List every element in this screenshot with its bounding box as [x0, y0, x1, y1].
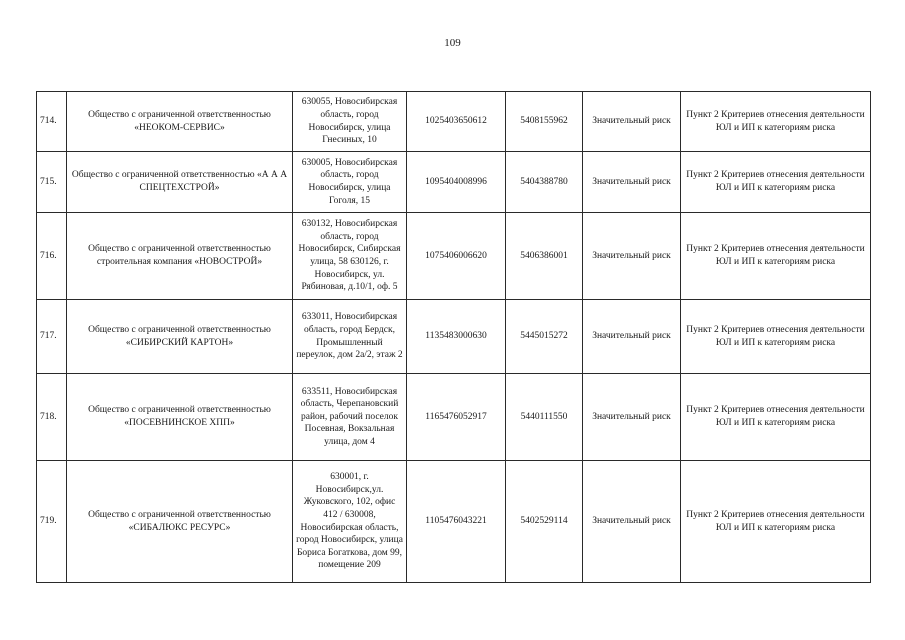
risk-category: Значительный риск: [583, 374, 681, 461]
inn-value: 5445015272: [506, 300, 583, 374]
ogrn-value: 1025403650612: [407, 92, 506, 152]
page-number: 109: [444, 37, 461, 49]
ogrn-value: 1105476043221: [407, 461, 506, 583]
table-row: [37, 461, 871, 583]
table-row: [37, 213, 871, 300]
table-row: [37, 152, 871, 213]
organization-address: 633011, Новосибирская область, город Бердск, Промышленный переулок, дом 2а/2, этаж 2: [293, 300, 407, 374]
risk-category: Значительный риск: [583, 92, 681, 152]
inn-value: 5408155962: [506, 92, 583, 152]
organization-address: 630001, г. Новосибирск,ул. Жуковского, 102, офис 412 / 630008, Новосибирская область, город Новосибирск, улица Бориса Богаткова, дом 99, помещение 209: [293, 461, 407, 583]
inn-value: 5404388780: [506, 152, 583, 213]
organization-name: Общество с ограниченной ответственностью строительная компания «НОВОСТРОЙ»: [67, 213, 293, 300]
risk-criterion: Пункт 2 Критериев отнесения деятельности ЮЛ и ИП к категориям риска: [681, 152, 871, 213]
risk-criterion: Пункт 2 Критериев отнесения деятельности ЮЛ и ИП к категориям риска: [681, 92, 871, 152]
organization-address: 630055, Новосибирская область, город Новосибирск, улица Гнесиных, 10: [293, 92, 407, 152]
risk-category: Значительный риск: [583, 213, 681, 300]
row-number: 715.: [37, 152, 67, 213]
risk-category: Значительный риск: [583, 461, 681, 583]
organization-name: Общество с ограниченной ответственностью «СИБИРСКИЙ КАРТОН»: [67, 300, 293, 374]
organization-name: Общество с ограниченной ответственностью «А А А СПЕЦТЕХСТРОЙ»: [67, 152, 293, 213]
inn-value: 5440111550: [506, 374, 583, 461]
organization-address: 630132, Новосибирская область, город Новосибирск, Сибирская улица, 58 630126, г. Новосибирск, ул. Рябиновая, д.10/1, оф. 5: [293, 213, 407, 300]
inn-value: 5406386001: [506, 213, 583, 300]
registry-table: [36, 91, 871, 583]
risk-criterion: Пункт 2 Критериев отнесения деятельности ЮЛ и ИП к категориям риска: [681, 461, 871, 583]
ogrn-value: 1165476052917: [407, 374, 506, 461]
risk-criterion: Пункт 2 Критериев отнесения деятельности ЮЛ и ИП к категориям риска: [681, 213, 871, 300]
row-number: 719.: [37, 461, 67, 583]
row-number: 717.: [37, 300, 67, 374]
row-number: 714.: [37, 92, 67, 152]
risk-category: Значительный риск: [583, 300, 681, 374]
table-row: [37, 300, 871, 374]
organization-name: Общество с ограниченной ответственностью «СИБАЛЮКС РЕСУРС»: [67, 461, 293, 583]
organization-name: Общество с ограниченной ответственностью «ПОСЕВНИНСКОЕ ХПП»: [67, 374, 293, 461]
ogrn-value: 1075406006620: [407, 213, 506, 300]
row-number: 716.: [37, 213, 67, 300]
organization-address: 633511, Новосибирская область, Черепановский район, рабочий поселок Посевная, Вокзальная улица, дом 4: [293, 374, 407, 461]
row-number: 718.: [37, 374, 67, 461]
risk-criterion: Пункт 2 Критериев отнесения деятельности ЮЛ и ИП к категориям риска: [681, 374, 871, 461]
table-row: [37, 374, 871, 461]
ogrn-value: 1135483000630: [407, 300, 506, 374]
risk-category: Значительный риск: [583, 152, 681, 213]
organization-address: 630005, Новосибирская область, город Новосибирск, улица Гоголя, 15: [293, 152, 407, 213]
risk-criterion: Пункт 2 Критериев отнесения деятельности ЮЛ и ИП к категориям риска: [681, 300, 871, 374]
table-row: [37, 92, 871, 152]
organization-name: Общество с ограниченной ответственностью «НЕОКОМ-СЕРВИС»: [67, 92, 293, 152]
inn-value: 5402529114: [506, 461, 583, 583]
ogrn-value: 1095404008996: [407, 152, 506, 213]
